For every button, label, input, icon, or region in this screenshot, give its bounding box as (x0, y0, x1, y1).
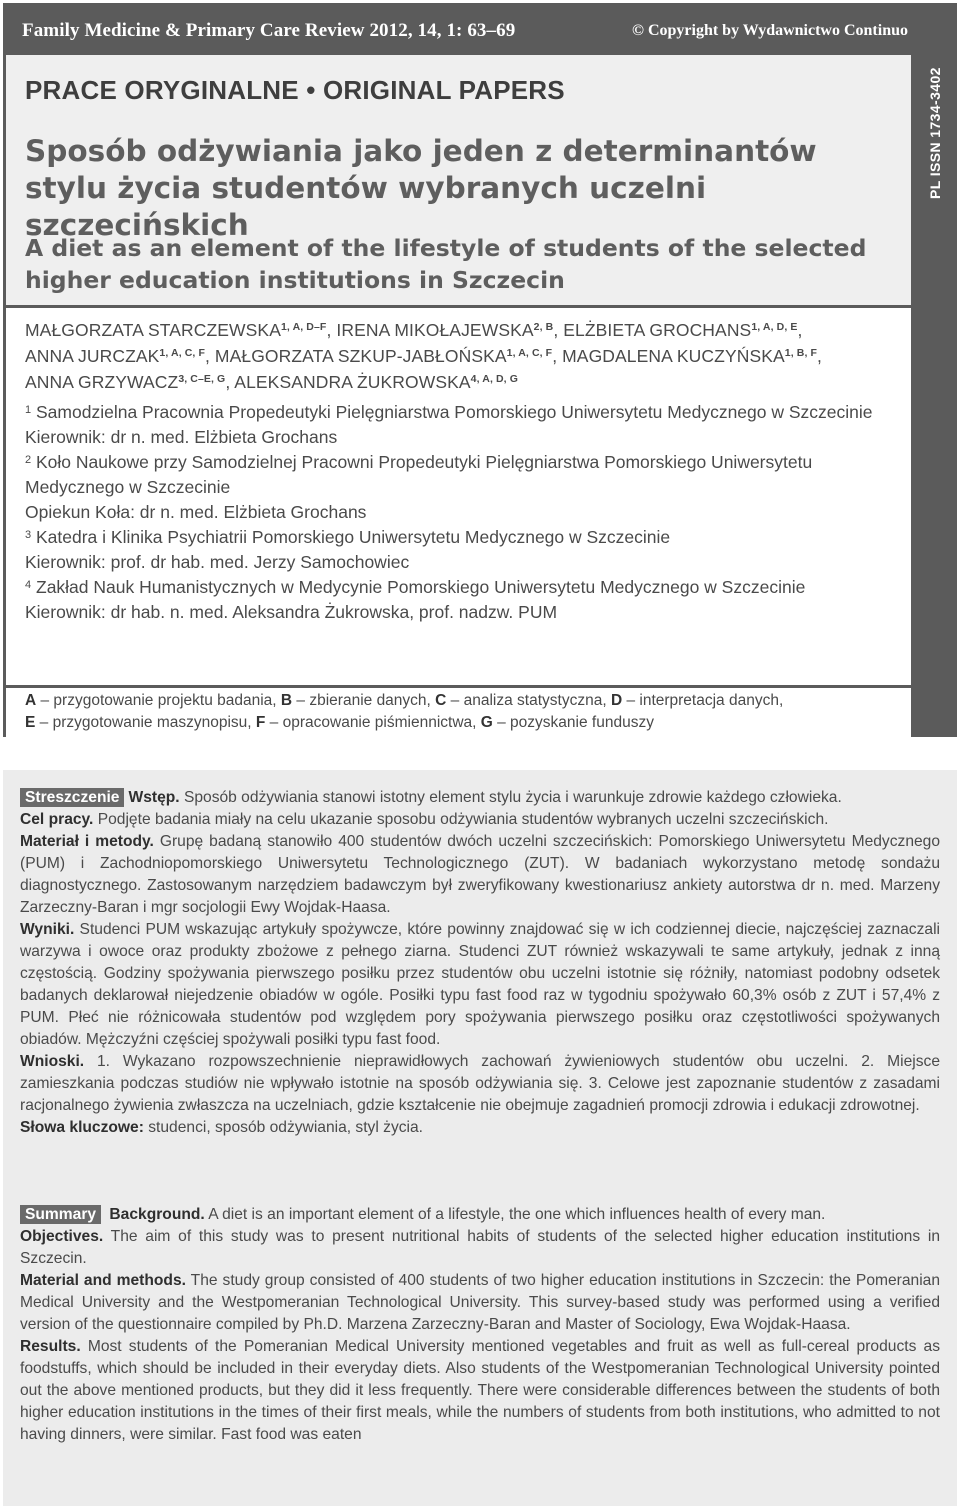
legend-text: – pozyskanie funduszy (492, 714, 654, 731)
affiliation-item (25, 575, 905, 600)
author-contribution: 4, A, D, G (470, 373, 518, 385)
journal-citation: Family Medicine & Primary Care Review 2012, 14, 1: 63–69 (22, 20, 516, 41)
author-contribution: 2, B (533, 321, 554, 333)
author-name: IRENA MIKOŁAJEWSKA (336, 320, 534, 340)
author-name: MAŁGORZATA SZKUP-JABŁOŃSKA (214, 346, 507, 366)
section-label: PRACE ORYGINALNE • ORIGINAL PAPERS (25, 75, 565, 105)
author-separator: , (225, 372, 235, 392)
affiliation-number: 3 (25, 529, 32, 541)
abstract-heading: Wnioski. (20, 1053, 85, 1070)
author-name: ANNA JURCZAK (25, 346, 160, 366)
abstract-panel (3, 770, 957, 1506)
title-polish: Sposób odżywiania jako jeden z determinantów stylu życia studentów wybranych uczelni szczecińskich (25, 134, 817, 242)
issn-label: PL ISSN 1734-3402 (927, 67, 943, 199)
legend-key: G (480, 714, 493, 731)
contribution-legend (25, 690, 905, 734)
affiliation-number: 4 (25, 579, 32, 591)
legend-text: – analiza statystyczna, (446, 692, 611, 709)
affiliation-number: 2 (25, 454, 32, 466)
legend-text: – opracowanie piśmiennictwa, (265, 714, 481, 731)
affiliation-head: Kierownik: prof. dr hab. med. Jerzy Samochowiec (25, 552, 410, 572)
author-separator: , (326, 320, 337, 340)
author-separator: , (553, 320, 564, 340)
issn-sidebar (923, 63, 953, 203)
affiliation-head: Kierownik: dr n. med. Elżbieta Grochans (25, 427, 338, 447)
affiliation-text: Zakład Nauk Humanistycznych w Medycynie Pomorskiego Uniwersytetu Medycznego w Szczecinie (36, 577, 806, 597)
affiliation-text: Samodzielna Pracownia Propedeutyki Pielęgniarstwa Pomorskiego Uniwersytetu Medycznego w Szczecinie (36, 402, 873, 422)
abstract-text: Grupę badaną stanowiło 400 studentów dwóch uczelni szczecińskich: Pomorskiego Uniwersytetu Medycznego (PUM) i Zachodniopomorskiego Uniwersytetu Technologicznego (ZUT). W badaniach wykorzystano metodę sondażu diagnostycznego. Zastosowanym narzędziem badawczym był zweryfikowany kwestionariusz ankiety autorstwa dr n. med. Marzeny Zarzeczny-Baran i mgr socjologii Ewy Wojdak-Haasa. (20, 833, 941, 916)
abstract-text: Podjęte badania miały na celu ukazanie sposobu odżywiania studentów wybranych uczelni szczecińskich. (93, 811, 829, 828)
author-name: ALEKSANDRA ŻUKROWSKA (234, 372, 471, 392)
contribution-legend-panel (6, 688, 911, 737)
legend-key: D (610, 692, 623, 709)
affiliation-text: Katedra i Klinika Psychiatrii Pomorskiego Uniwersytetu Medycznego w Szczecinie (36, 527, 671, 547)
journal-bar (3, 3, 957, 55)
author-separator: , (552, 346, 563, 366)
summary-block (20, 1204, 940, 1446)
abstract-text: Studenci PUM wskazując artykuły spożywcze, które powinny znajdować się w ich codziennej diecie, najczęściej zaznaczali warzywa i owoce oraz produkty zbożowe z pełnego ziarna. Studenci ZUT również wskazywali te same artykuły, jednak z inną częstością. Godziny spożywania pierwszego posiłku przez studentów obu uczelni istotnie się różniły, natomiast podobny odsetek badanych deklarował niejedzenie obiadów w ogóle. Posiłki typu fast food raz w tygodniu spożywało 60,3% osób z ZUT i 57,4% z PUM. Płeć nie różnicowała studentów pod względem pory spożywania pierwszego posiłku oraz częstotliwości spożywanych obiadów. Mężczyźni częściej spożywali posiłki typu fast food. (20, 921, 940, 1048)
abstract-heading: Objectives. (20, 1228, 104, 1245)
legend-text: – przygotowanie projektu badania, (36, 692, 281, 709)
abstract-heading: Wyniki. (20, 921, 75, 938)
affiliation-item (25, 400, 905, 425)
author-name: MAGDALENA KUCZYŃSKA (562, 346, 785, 366)
author-separator: , (204, 346, 215, 366)
author-contribution: 1, A, D–F (280, 321, 327, 333)
abstract-text: studenci, sposób odżywiania, styl życia. (143, 1119, 424, 1136)
affiliation-head: Opiekun Koła: dr n. med. Elżbieta Grochans (25, 502, 367, 522)
author-contribution: 1, A, C, F (159, 347, 205, 359)
affiliation-head: Kierownik: dr hab. n. med. Aleksandra Żukrowska, prof. nadzw. PUM (25, 602, 558, 622)
title-english: A diet as an element of the lifestyle of students of the selected higher education institutions in Szczecin (25, 234, 867, 294)
author-name: ELŻBIETA GROCHANS (563, 320, 752, 340)
abstract-heading: Results. (20, 1338, 81, 1355)
legend-key: A (25, 692, 37, 709)
author-name: ANNA GRZYWACZ (25, 372, 179, 392)
abstract-heading: Material and methods. (20, 1272, 186, 1289)
abstract-text: The study group consisted of 400 students of two higher education institutions in Szczecin: the Pomeranian Medical University and the Westpomeranian Technological University. This survey-based study was performed using a verified version of the questionnaire compiled by Ph.D. Marzena Zarzeczny-Baran and Master of Sociology, Ewa Wojdak-Haasa. (20, 1272, 940, 1333)
streszczenie-block (20, 787, 940, 1139)
abstract-heading: Wstęp. (128, 789, 180, 806)
affiliation-number: 1 (25, 404, 32, 416)
abstract-heading: Materiał i metody. (20, 833, 154, 850)
legend-key: C (435, 692, 447, 709)
abstract-text: Most students of the Pomeranian Medical University mentioned vegetables and fruit as well as full-cereal products as foodstuffs, which should be included in their everyday diets. Also students of the Westpomeranian Technological University pointed out the above mentioned products, but they did it less frequently. There were considerable differences between the students of both higher education institutions in the times of their first meals, while the numbers of students from both institutions, who admitted to not having dinners, were similar. Fast food was eaten (20, 1338, 940, 1443)
affiliation-text: Koło Naukowe przy Samodzielnej Pracowni Propedeutyki Pielęgniarstwa Pomorskiego Uniwersytetu Medycznego w Szczecinie (25, 452, 813, 497)
copyright-notice: © Copyright by Wydawnictwo Continuo (632, 22, 908, 39)
header-frame (3, 3, 957, 737)
author-contribution: 3, C–E, G (178, 373, 226, 385)
abstract-text: The aim of this study was to present nutritional habits of students of the selected higher education institutions in Szczecin. (20, 1228, 940, 1267)
authors-panel (6, 308, 911, 685)
streszczenie-badge: Streszczenie (20, 788, 124, 807)
legend-key: F (255, 714, 266, 731)
affiliation-item (25, 450, 905, 500)
author-name: MAŁGORZATA STARCZEWSKA (25, 320, 281, 340)
legend-key: B (280, 692, 293, 709)
author-contribution: 1, B, F (784, 347, 817, 359)
abstract-heading: Background. (109, 1206, 205, 1223)
author-contribution: 1, A, C, F (506, 347, 553, 359)
legend-text: – przygotowanie maszynopisu, (35, 714, 256, 731)
abstract-text: 1. Wykazano rozpowszechnienie nieprawidłowych zachowań żywieniowych studentów obu uczelni. 2. Miejsce zamieszkania podczas studiów nie wpływało istotnie na sposób odżywiania się. 3. Celowe jest zapoznanie studentów z zasadami racjonalnego żywienia zwłaszcza na uczelniach, gdzie kształcenie nie obejmuje zagadnień promocji zdrowia i edukacji zdrowotnej. (20, 1053, 940, 1114)
affiliation-item (25, 525, 905, 550)
author-separator: , (817, 346, 822, 366)
legend-key: E (25, 714, 36, 731)
author-contribution: 1, A, D, E (751, 321, 798, 333)
summary-badge: Summary (20, 1205, 101, 1224)
title-panel (6, 55, 911, 305)
abstract-text: A diet is an important element of a lifestyle, the one which influences health of every man. (204, 1206, 826, 1223)
affiliation-list (25, 400, 905, 625)
legend-text: – interpretacja danych, (622, 692, 784, 709)
author-list (25, 317, 905, 395)
author-separator: , (797, 320, 803, 340)
abstract-heading: Słowa kluczowe: (20, 1119, 144, 1136)
abstract-heading: Cel pracy. (20, 811, 94, 828)
abstract-text: Sposób odżywiania stanowi istotny element stylu życia i warunkuje zdrowie każdego człowieka. (179, 789, 842, 806)
legend-text: – zbieranie danych, (292, 692, 436, 709)
